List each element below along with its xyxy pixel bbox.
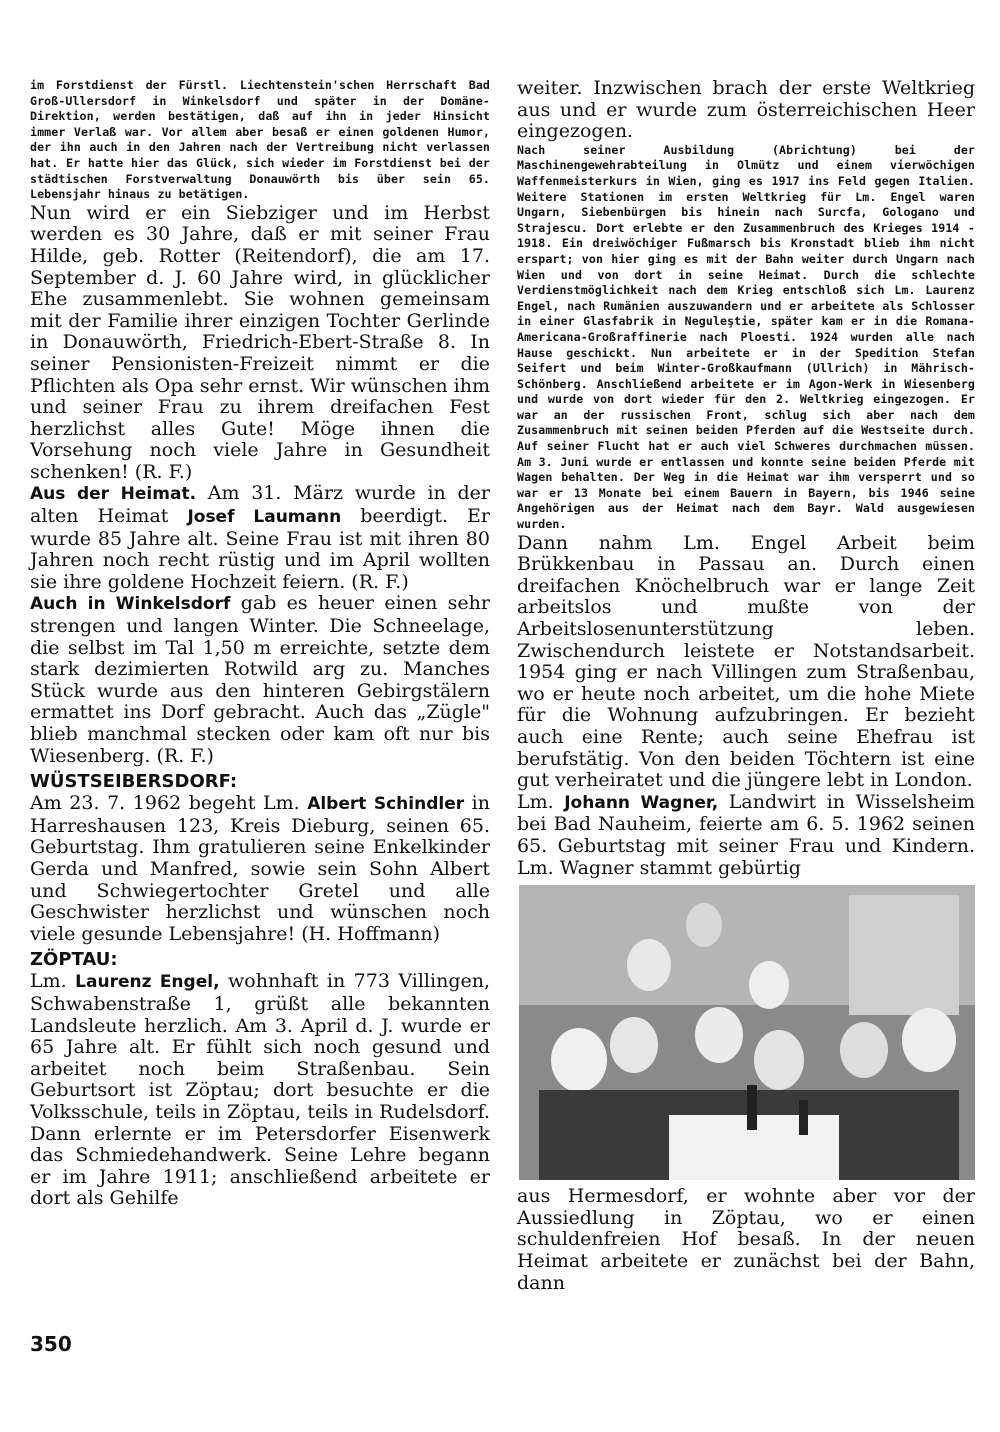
paragraph-wagner: Lm. Johann Wagner, Landwirt in Wisselsheim bei Bad Nauheim, feierte am 6. 5. 1962 seinen 65. Geburtstag mit seiner Frau und Kindern. Lm. Wagner stammt gebürtig xyxy=(517,790,975,879)
right-column xyxy=(517,78,975,1294)
paragraph-hermesdorf: aus Hermesdorf, er wohnte aber vor der Aussiedlung in Zöptau, wo er einen schuldenfreien Hof besaß. In der neuen Heimat arbeitete er zunächst bei der Bahn, dann xyxy=(517,1185,975,1294)
name-johann-wagner: Johann Wagner, xyxy=(564,792,719,813)
name-laurenz-engel: Laurenz Engel, xyxy=(75,972,220,993)
heading-wuestseibersdorf: WÜSTSEIBERSDORF: xyxy=(30,771,238,793)
paragraph-siebziger: Nun wird er ein Siebziger und im Herbst werden es 30 Jahre, daß er mit seiner Frau Hilde, geb. Rotter (Reitendorf), die am 17. September d. J. 60 Jahre wird, in glücklicher Ehe zusammenlebt. Sie wohnen gemeinsam mit der Familie ihrer einzigen Tochter Gerlinde in Donauwörth, Friedrich-Ebert-Straße 8. In seiner Pensionisten-Freizeit nimmt er die Pflichten als Opa sehr ernst. Wir wünschen ihm und seiner Frau zu ihrem dreifachen Fest herzlichst alles Gute! Möge ihnen die Vorsehung noch viele Jahre in Gesundheit schenken! (R. F.) xyxy=(30,201,490,483)
paragraph-ausbildung: Nach seiner Ausbildung (Abrichtung) bei der Maschinengewehrabteilung in Olmütz und einem vierwöchigen Waffenmeisterkurs in Wien, ging es 1917 ins Feld gegen Italien. Weitere Stationen im ersten Weltkrieg für Lm. Engel waren Ungarn, Siebenbürgen bis hinein nach Surcfa, Gologano und Strajescu. Dort erlebte er den Zusammenbruch des Krieges 1914 - 1918. Ein dreiwöchiger Fußmarsch bis Kronstadt blieb ihm nicht erspart; von hier ging es mit der Bahn weiter durch Ungarn nach Wien und von dort in seine Heimat. Durch die schlechte Verdienstmöglichkeit nach dem Krieg entschloß sich Lm. Laurenz Engel, nach Rumänien auszuwandern und er arbeitete als Schlosser in einer Glasfabrik in Neguleştie, später kam er in die Romana-Americana-Großraffinerie nach Ploesti. 1924 wurden alle nach Hause geschickt. Nun arbeitete er in der Spedition Stefan Seifert und beim Winter-Großkaufmann (Ullrich) in Mährisch-Schönberg. Anschließend arbeitete er im Agon-Werk in Wiesenberg und wurde von dort wieder für den 2. Weltkrieg eingezogen. Er war an der russischen Front, schlug sich aber nach dem Zusammenbruch mit seinen beiden Pferden auf die Westseite durch. Auf seiner Flucht hat er auch viel Schweres durchmachen müssen. Am 3. Juni wurde er entlassen und konnte seine beiden Pferde mit Wagen behalten. Der Weg in die Heimat war ihm versperrt und so war er 13 Monate bei einem Bauern in Bayern, bis 1946 seine Angehörigen aus der Heimat nach dem Bayr. Wald ausgewiesen wurden. xyxy=(517,142,975,532)
left-column xyxy=(30,78,490,1210)
paragraph-forstdienst: im Forstdienst der Fürstl. Liechtenstein'schen Herrschaft Bad Groß-Ullersdorf in Winkelsdorf und später in der Domäne-Direktion, werden bestätigen, daß auf ihn in jeder Hinsicht immer Verlaß war. Vor allem aber besaß er einen goldenen Humor, der ihn auch in den Jahren nach der Vertreibung nicht verlassen hat. Er hatte hier das Glück, sich wieder im Forstdienst bei der städtischen Forstverwaltung Donauwörth bis über sein 65. Lebensjahr hinaus zu betätigen. xyxy=(30,78,490,202)
name-josef-laumann: Josef Laumann xyxy=(187,507,342,528)
paragraph-winkelsdorf: Auch in Winkelsdorf gab es heuer einen sehr strengen und langen Winter. Die Schneelage, die selbst im Tal 1,50 m erreichte, setzte dem stark dezimierten Rotwild arg zu. Manches Stück wurde aus den hinteren Gebirgstälern ermattet ins Dorf gebracht. Auch das „Zügle" blieb manchmal stecken oder kam oft nur bis Wiesenberg. (R. F.) xyxy=(30,592,490,767)
paragraph-weiter: weiter. Inzwischen brach der erste Weltkrieg aus und er wurde zum österreichischen Heer eingezogen. xyxy=(517,77,975,143)
lead-winkelsdorf: Auch in Winkelsdorf xyxy=(30,594,231,615)
family-photo-illustration xyxy=(519,885,975,1180)
lead-aus-der-heimat: Aus der Heimat. xyxy=(30,484,197,505)
heading-zoeptau: ZÖPTAU: xyxy=(30,949,118,971)
paragraph-schindler: Am 23. 7. 1962 begeht Lm. Albert Schindler in Harreshausen 123, Kreis Dieburg, seinen 65. Geburtstag. Ihm gratulieren seine Enkelkinder Gerda und Manfred, sowie sein Sohn Albert und Schwiegertochter Gretel und alle Geschwister herzlichst und wünschen noch viele gesunde Lebensjahre! (H. Hoffmann) xyxy=(30,792,490,945)
paragraph-engel: Lm. Laurenz Engel, wohnhaft in 773 Villingen, Schwabenstraße 1, grüßt alle bekannten Landsleute herzlich. Am 3. April d. J. wurde er 65 Jahre alt. Er fühlt sich noch gesund und arbeitet noch beim Straßenbau. Sein Geburtsort ist Zöptau; dort besuchte er die Volksschule, teils in Zöptau, teils in Rudelsdorf. Dann erlernte er im Petersdorfer Eisenwerk das Schmiedehandwerk. Seine Lehre begann er im Jahre 1911; anschließend arbeitete er dort als Gehilfe xyxy=(30,970,491,1210)
paragraph-aus-der-heimat: Aus der Heimat. Am 31. März wurde in der alten Heimat Josef Laumann beerdigt. Er wurde 85 Jahre alt. Seine Frau ist mit ihren 80 Jahren noch recht rüstig und im April wollten sie ihre goldene Hochzeit feiern. (R. F.) xyxy=(30,482,491,593)
paragraph-brueckenbau: Dann nahm Lm. Engel Arbeit beim Brükkenbau in Passau an. Durch einen dreifachen Knöchelbruch war er lange Zeit arbeitslos und mußte von der Arbeitslosenunterstützung leben. Zwischendurch leistete er Notstandsarbeit. 1954 ging er nach Villingen zum Straßenbau, wo er heute noch arbeitet, um die hohe Miete für die Wohnung aufzubringen. Er bezieht auch eine Rente; auch seine Ehefrau ist berufstätig. Von den beiden Töchtern ist eine gut verheiratet und die jüngere lebt in London. xyxy=(517,531,975,792)
family-photo xyxy=(519,885,975,1180)
name-albert-schindler: Albert Schindler xyxy=(307,794,465,815)
page-number: 350 xyxy=(30,1332,72,1356)
